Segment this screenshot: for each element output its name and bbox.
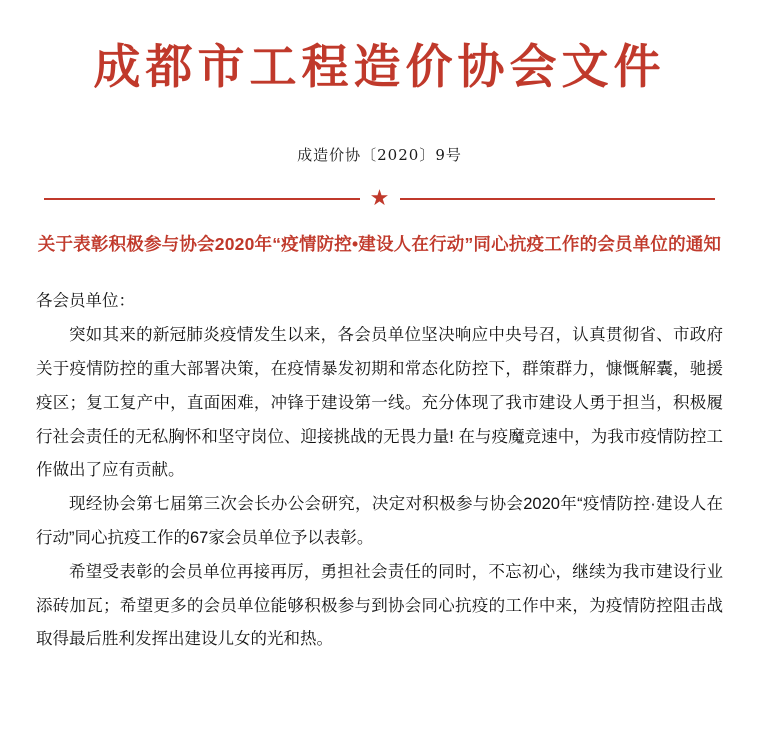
notice-title: 关于表彰积极参与协会2020年“疫情防控•建设人在行动”同心抗疫工作的会员单位的通知 [37,233,722,254]
document-number: 成造价协〔2020〕9号 [297,145,462,164]
body-paragraph: 突如其来的新冠肺炎疫情发生以来，各会员单位坚决响应中央号召，认真贯彻省、市政府关于疫情防控的重大部署决策，在疫情暴发初期和常态化防控下，群策群力，慷慨解囊，驰援疫区；复工复产中，直面困难，冲锋于建设第一线。充分体现了我市建设人勇于担当，积极履行社会责任的无私胸怀和坚守岗位、迎接挑战的无畏力量! 在与疫魔竞速中，为我市疫情防控工作做出了应有贡献。 [36,326,723,480]
star-icon: ★ [360,187,400,209]
document-body [32,285,727,657]
body-paragraph: 希望受表彰的会员单位再接再厉，勇担社会责任的同时，不忘初心，继续为我市建设行业添砖加瓦；希望更多的会员单位能够积极参与到协会同心抗疫的工作中来，为疫情防控阻击战取得最后胜利发挥出建设儿女的光和热。 [36,562,723,649]
document-title: 成都市工程造价协会文件 [93,40,666,95]
header-separator [32,184,727,210]
body-paragraph: 现经协会第七届第三次会长办公会研究，决定对积极参与协会2020年“疫情防控·建设人在行动”同心抗疫工作的67家会员单位予以表彰。 [36,495,723,547]
salutation: 各会员单位： [36,292,135,311]
document-page [0,42,759,754]
